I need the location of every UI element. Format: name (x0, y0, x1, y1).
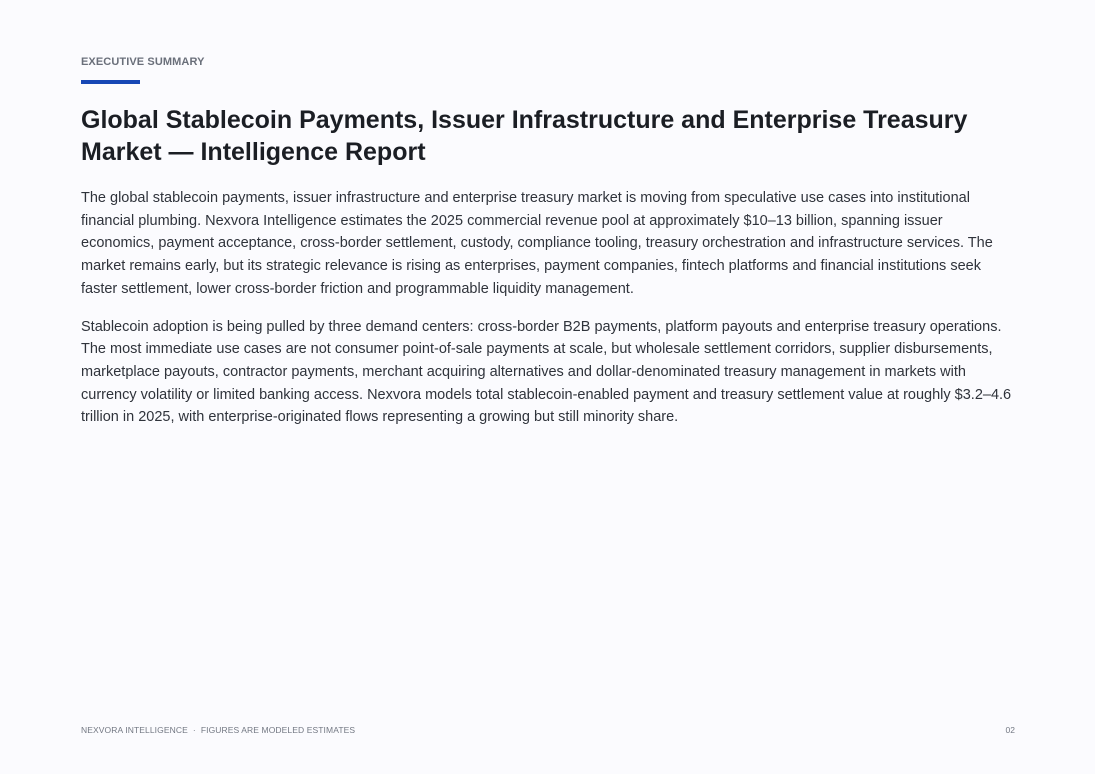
page-title: Global Stablecoin Payments, Issuer Infrastructure and Enterprise Treasury Market — Intelligence Report (81, 106, 968, 166)
section-eyebrow: EXECUTIVE SUMMARY (81, 56, 205, 68)
footer-separator: · (192, 725, 196, 735)
footer-note: FIGURES ARE MODELED ESTIMATES (200, 725, 356, 735)
body-text (81, 187, 1015, 444)
footer-left (81, 725, 355, 735)
paragraph-2: Stablecoin adoption is being pulled by three demand centers: cross-border B2B payments, platform payouts and enterprise treasury operations. The most immediate use cases are not consumer point-of-sale payments at scale, but wholesale settlement corridors, supplier disbursements, marketplace payouts, contractor payments, merchant acquiring alternatives and dollar-denominated treasury management in markets with currency volatility or limited banking access. Nexvora models total stablecoin-enabled payment and treasury settlement value at roughly $3.2–4.6 trillion in 2025, with enterprise-originated flows representing a growing but still minority share. (81, 318, 1012, 426)
report-page (81, 0, 1015, 774)
footer-brand: NEXVORA INTELLIGENCE (81, 725, 188, 735)
page-number: 02 (1005, 725, 1015, 735)
paragraph-1: The global stablecoin payments, issuer infrastructure and enterprise treasury market is moving from speculative use cases into institutional financial plumbing. Nexvora Intelligence estimates the 2025 commercial revenue pool at approximately $10–13 billion, spanning issuer economics, payment acceptance, cross-border settlement, custody, compliance tooling, treasury orchestration and infrastructure services. The market remains early, but its strategic relevance is rising as enterprises, payment companies, fintech platforms and financial institutions seek faster settlement, lower cross-border friction and programmable liquidity management. (81, 190, 993, 297)
accent-rule (81, 80, 140, 84)
